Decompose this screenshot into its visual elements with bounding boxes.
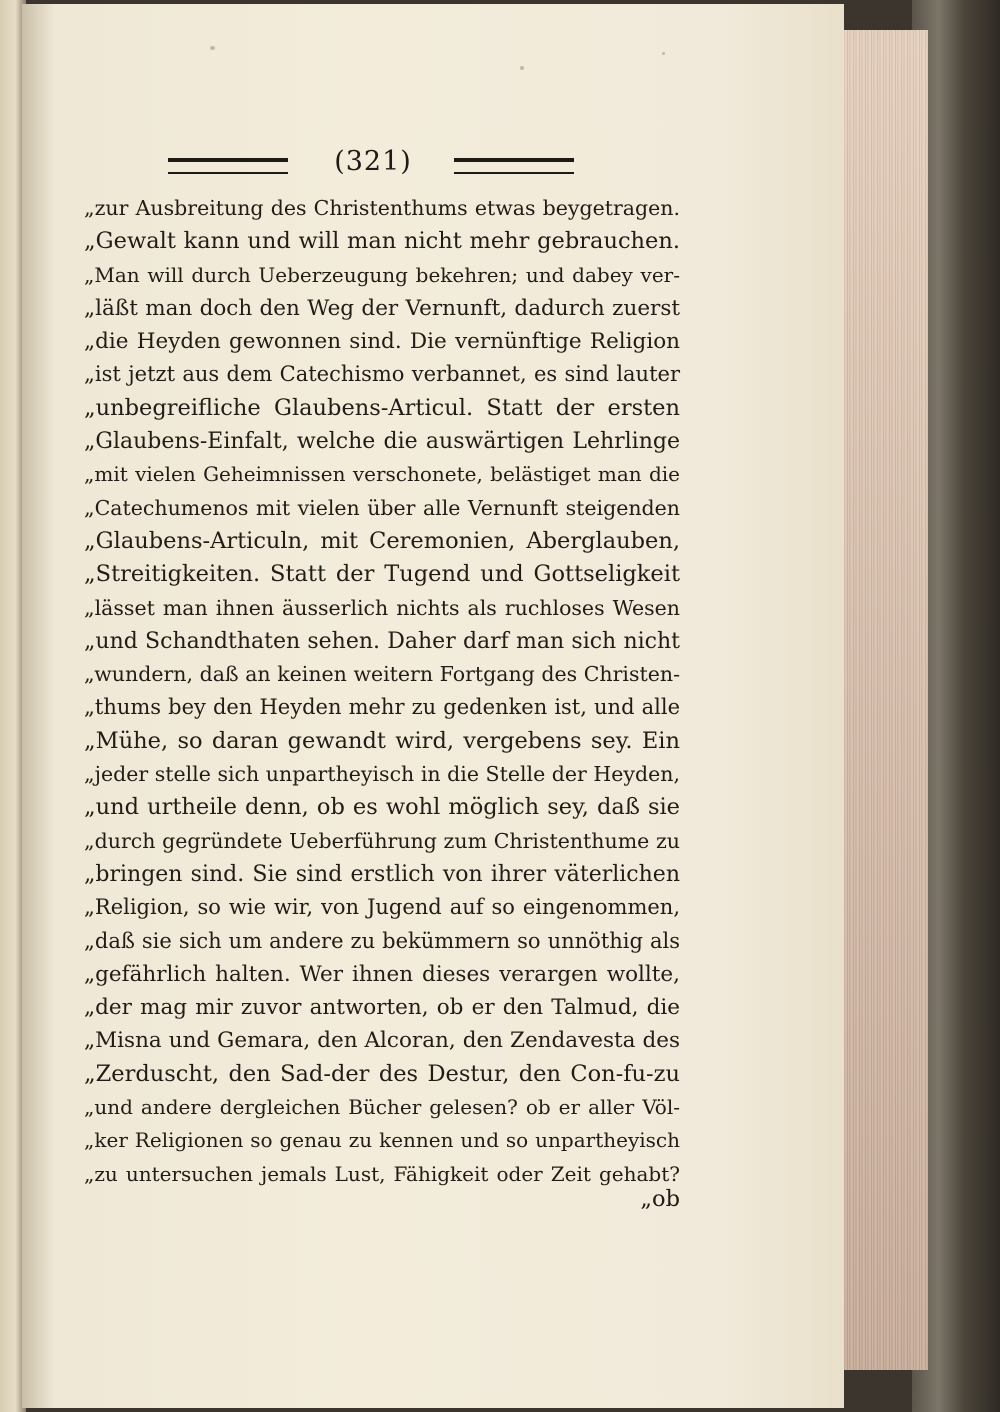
text-line: „Man will durch Ueberzeugung bekehren; und dabey ver- (84, 262, 680, 287)
header-rule-right (454, 158, 574, 174)
paper-spot (662, 52, 665, 55)
text-line: „Streitigkeiten. Statt der Tugend und Gottseligkeit (84, 561, 680, 588)
text-line: „Religion, so wie wir, von Jugend auf so eingenommen, (84, 895, 680, 920)
page-header (168, 146, 578, 180)
text-line: „thums bey den Heyden mehr zu gedenken ist, und alle (84, 695, 680, 720)
text-line: „Gewalt kann und will man nicht mehr gebrauchen. (84, 228, 680, 255)
text-line: „gefährlich halten. Wer ihnen dieses verargen wollte, (84, 961, 680, 987)
catchword: „ob (640, 1186, 680, 1212)
header-rule-left (168, 158, 288, 174)
page-number: (321) (334, 146, 412, 177)
text-line: „zur Ausbreitung des Christenthums etwas beygetragen. (84, 196, 680, 220)
text-line: „lässet man ihnen äusserlich nichts als ruchloses Wesen (84, 595, 680, 620)
text-line: „durch gegründete Ueberführung zum Christenthume zu (84, 828, 680, 853)
text-line: „unbegreifliche Glaubens-Articul. Statt der ersten (84, 394, 680, 421)
text-line: „bringen sind. Sie sind erstlich von ihrer väterlichen (84, 861, 680, 887)
text-line: „Misna und Gemara, den Alcoran, den Zendavesta des (84, 1028, 680, 1054)
text-line: „und urtheile denn, ob es wohl möglich sey, daß sie (84, 794, 680, 821)
body-text (84, 192, 680, 1191)
text-line: „mit vielen Geheimnissen verschonete, belästiget man die (84, 462, 680, 487)
text-line: „und andere dergleichen Bücher gelesen? ob er aller Völ- (84, 1095, 680, 1120)
page-fore-edge-shade (842, 30, 928, 1370)
text-line: „wundern, daß an keinen weitern Fortgang des Christen- (84, 662, 680, 687)
text-line: „die Heyden gewonnen sind. Die vernünftige Religion (84, 329, 680, 355)
paper-spot (520, 66, 524, 70)
text-line: „Catechumenos mit vielen über alle Vernunft steigenden (84, 495, 680, 520)
text-line: „Glaubens-Einfalt, welche die auswärtigen Lehrlinge (84, 429, 680, 455)
text-line: „jeder stelle sich unpartheyisch in die Stelle der Heyden, (84, 762, 680, 787)
paper-spot (210, 46, 215, 50)
text-line: „Mühe, so daran gewandt wird, vergebens sey. Ein (84, 727, 680, 754)
text-line: „ker Religionen so genau zu kennen und so unpartheyisch (84, 1128, 680, 1153)
text-line: „und Schandthaten sehen. Daher darf man sich nicht (84, 628, 680, 654)
text-line: „Zerduscht, den Sad-der des Destur, den Con-fu-zu (84, 1060, 680, 1087)
text-line: „daß sie sich um andere zu bekümmern so unnöthig als (84, 928, 680, 953)
text-line: „Glaubens-Articuln, mit Ceremonien, Aberglauben, (84, 527, 680, 554)
text-line: „läßt man doch den Weg der Vernunft, dadurch zuerst (84, 295, 680, 321)
text-line: „ist jetzt aus dem Catechismo verbannet, es sind lauter (84, 362, 680, 387)
text-line: „der mag mir zuvor antworten, ob er den Talmud, die (84, 995, 680, 1021)
text-line: „zu untersuchen jemals Lust, Fähigkeit oder Zeit gehabt? (84, 1161, 680, 1186)
